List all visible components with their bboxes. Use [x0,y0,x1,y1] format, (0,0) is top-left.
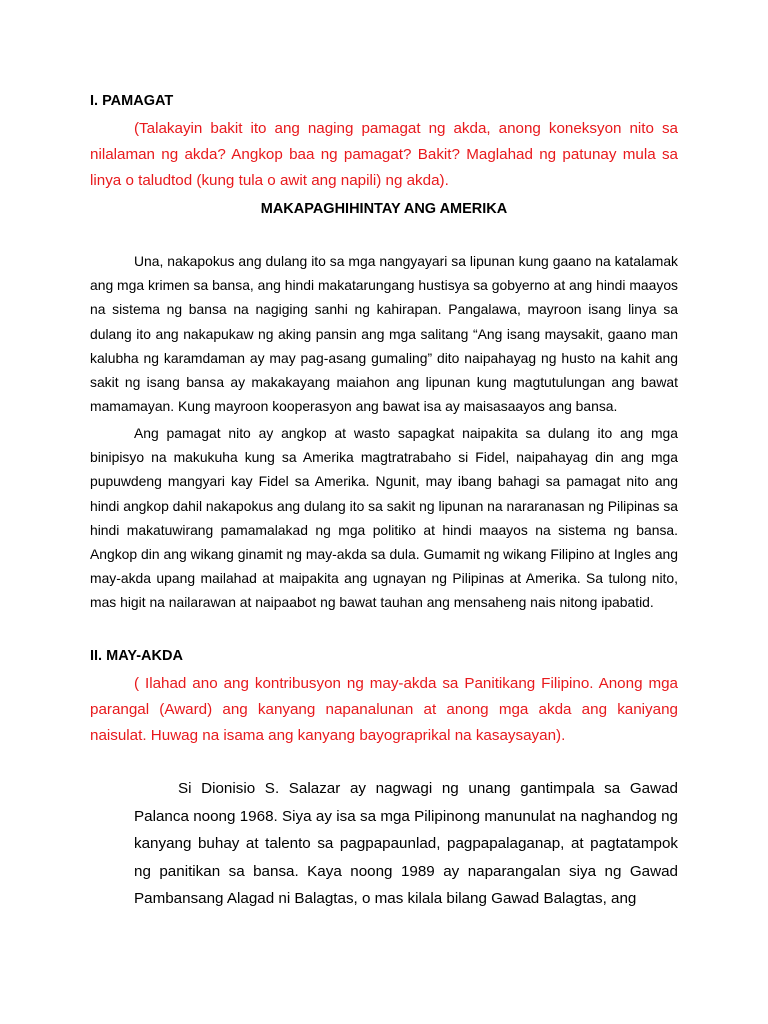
body-paragraph-1: Una, nakapokus ang dulang ito sa mga nangyayari sa lipunan kung gaano na katalamak ang mga krimen sa bansa, ang hindi makatarungang hustisya sa gobyerno at ang hindi maayos na sistema ng bansa na nagiging sanhi ng kahirapan. Pangalawa, mayroon isang linya sa dulang ito ang nakapukaw ng aking pansin ang mga salitang “Ang isang maysakit, gaano man kalubha ng karamdaman ay may pag-asang gumaling” dito naipahayag ng husto na kahit ang sakit ng isang bansa ay makakayang maiahon ang lipunan kung magtutulungan ang bawat mamamayan. Kung mayroon kooperasyon ang bawat isa ay maisasaayos ang bansa. [90,253,678,415]
work-title: MAKAPAGHIHINTAY ANG AMERIKA [260,201,508,217]
document-page [90,0,678,1024]
author-paragraph: Si Dionisio S. Salazar ay nagwagi ng unang gantimpala sa Gawad Palanca noong 1968. Siya ay isa sa mga Pilipinong manunulat na naghandog ng kanyang buhay at talento sa pagpapaunlad, pagpapalaganap, at pagtatampok ng panitikan sa bansa. Kaya noong 1989 ay naparangalan siya ng Gawad Pambansang Alagad ni Balagtas, o mas kilala bilang Gawad Balagtas, ang [134,780,678,908]
section-heading-may-akda: II. MAY-AKDA [90,648,183,664]
instruction-pamagat: (Talakayin bakit ito ang naging pamagat ng akda, anong koneksyon nito sa nilalaman ng akda? Angkop baa ng pamagat? Bakit? Maglahad ng patunay mula sa linya o taludtod (kung tula o awit ang napili) ng akda). [90,120,678,189]
body-paragraph-2: Ang pamagat nito ay angkop at wasto sapagkat naipakita sa dulang ito ang mga binipisyo na makukuha kung sa Amerika magtratrabaho si Fidel, naipahayag din ang mga pupuwdeng mangyari kay Fidel sa Amerika. Ngunit, may ibang bahagi sa pamagat nito ang hindi angkop dahil nakapokus ang dulang ito sa sakit ng lipunan na nararanasan ng Pilipinas sa hindi makatuwirang pamamalakad ng mga politiko at hindi maayos na sistema ng bansa. Angkop din ang wikang ginamit ng may-akda sa dula. Gumamit ng wikang Filipino at Ingles ang may-akda upang mailahad at maipakita ang ugnayan ng Pilipinas at Amerika. Sa tulong nito, mas higit na nailarawan at naipaabot ng bawat tauhan ang mensaheng nais nitong ipabatid. [90,425,678,611]
instruction-may-akda: ( Ilahad ano ang kontribusyon ng may-akda sa Panitikang Filipino. Anong mga parangal (Award) ang kanyang napanalunan at anong mga akda ang kaniyang naisulat. Huwag na isama ang kanyang bayograprikal na kasaysayan). [90,675,678,744]
section-heading-pamagat: I. PAMAGAT [90,93,174,109]
